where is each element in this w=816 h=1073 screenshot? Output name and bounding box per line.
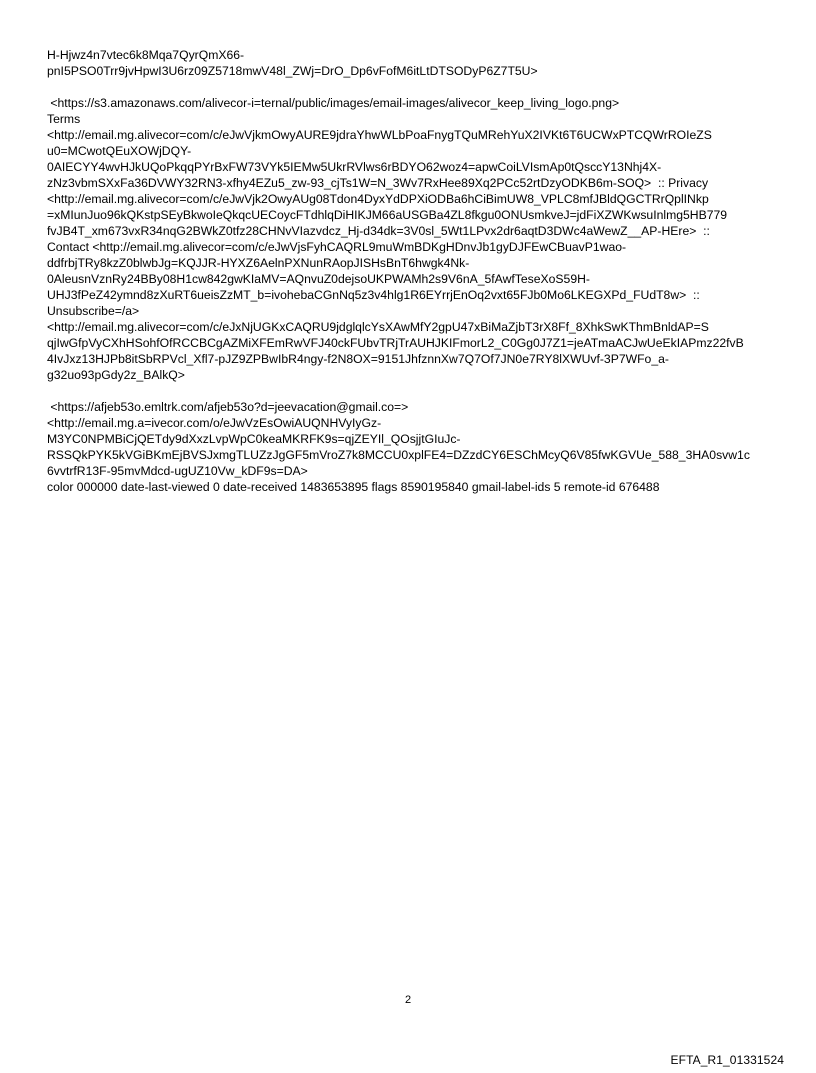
privacy-line: zNz3vbmSXxFa36DVWY32RN3-xfhy4EZu5_zw-93_cjTs1W=N_3Wv7RxHee89Xq2PCc52rtDzyODKB6m-SOQ> :: Privacy xyxy=(47,176,709,190)
text-line: M3YC0NPMBiCjQETdy9dXxzLvpWpC0keaMKRFK9s=qjZEYIl_QOsjjtGIuJc- xyxy=(47,432,461,446)
logo-link-line[interactable]: <https://s3.amazonaws.com/alivecor-i=ternal/public/images/email-images/alivecor_keep_living_logo.png> xyxy=(47,96,620,110)
contact-line: Contact <http://email.mg.alivecor=com/c/eJwVjsFyhCAQRL9muWmBDKgHDnvJb1gyDJFEwCBuavP1wao- xyxy=(47,240,627,254)
text-line: fvJB4T_xm673vxR34nqG2BWkZ0tfz28CHNvVIazvdcz_Hj-d34dk=3V0sl_5Wt1LPvx2dr6aqtD3DWc4aWewZ__AP-HEre> :: xyxy=(47,224,710,238)
text-line: qjIwGfpVyCXhHSohfOfRCCBCgAZMiXFEmRwVFJ40ckFUbvTRjTrAUHJKIFmorL2_C0Gg0J7Z1=jeATmaACJwUeEkIAPmz22fvB xyxy=(47,336,744,350)
text-line: 6vvtrfR13F-95mvMdcd-ugUZ10Vw_kDF9s=DA> xyxy=(47,464,308,478)
email-body-text xyxy=(47,47,779,495)
unsubscribe-line: Unsubscribe=/a> xyxy=(47,304,140,318)
text-line: ddfrbjTRy8kzZ0blwbJg=KQJJR-HYXZ6AelnPXNunRAopJISHsBnT6hwgk4Nk- xyxy=(47,256,470,270)
text-line: <http://email.mg.a=ivecor.com/o/eJwVzEsOwiAUQNHVyIyGz- xyxy=(47,416,382,430)
tracking-pixel-block xyxy=(47,399,779,495)
tracker-link-line: <https://afjeb53o.emltrk.com/afjeb53o?d=jeevacation@gmail.co=> xyxy=(47,400,409,414)
text-line: 0AIECYY4wvHJkUQoPkqqPYrBxFW73VYk5IEMw5UkrRVlws6rBDYO62woz4=apwCoiLVIsmAp0tQsccY13Nhj4X- xyxy=(47,160,662,174)
footer-links-block xyxy=(47,95,779,383)
text-line: RSSQkPYK5kVGiBKmEjBVSJxmgTLUZzJgGF5mVroZ7k8MCCU0xplFE4=DZzdCY6ESChMcyQ6V85fwKGVUe_588_3HA0svw1c xyxy=(47,448,750,462)
text-line: pnI5PSO0Trr9jvHpwI3U6rz09Z5718mwV48l_ZWj=DrO_Dp6vFofM6itLtDTSODyP6Z7T5U> xyxy=(47,64,538,78)
text-line: g32uo93pGdy2z_BAlkQ> xyxy=(47,368,185,382)
tracking-link-fragment xyxy=(47,47,779,79)
document-id-stamp: EFTA_R1_01331524 xyxy=(670,1053,784,1067)
text-line: 0AleusnVznRy24BBy08H1cw842gwKIaMV=AQnvuZ0dejsoUKPWAMh2s9V6nA_5fAwfTeseXoS59H- xyxy=(47,272,590,286)
text-line: UHJ3fPeZ42ymnd8zXuRT6ueisZzMT_b=ivohebaCGnNq5z3v4hlg1R6EYrrjEnOq2vxt65FJb0Mo6LKEGXPd_FUdT8w> :: xyxy=(47,288,700,302)
text-line: <http://email.mg.alivecor=com/c/eJxNjUGKxCAQRU9jdglqlcYsXAwMfY2gpU47xBiMaZjbT3rX8Ff_8XhkSwKThmBnldAP=S xyxy=(47,320,709,334)
metadata-line: color 000000 date-last-viewed 0 date-received 1483653895 flags 8590195840 gmail-label-ids 5 remote-id 676488 xyxy=(47,480,660,494)
page-number: 2 xyxy=(404,994,412,1006)
terms-label: Terms xyxy=(47,112,81,126)
text-line: <http://email.mg.alivecor=com/c/eJwVjk2OwyAUg08Tdon4DyxYdDPXiODBa6hCiBimUW8_VPLC8mfJBldQGCTRrQplINkp xyxy=(47,192,709,206)
text-line: 4IvJxz13HJPb8itSbRPVcl_Xfl7-pJZ9ZPBwIbR4ngy-f2N8OX=9151JhfznnXw7Q7Of7JN0e7RY8lXWUvf-3P7WFo_a- xyxy=(47,352,669,366)
text-line: <http://email.mg.alivecor=com/c/eJwVjkmOwyAURE9jdraYhwWLbPoaFnygTQuMRehYuX2IVKt6T6UCWxPTCQWrROIeZS xyxy=(47,128,712,142)
text-line: u0=MCwotQEuXOWjDQY- xyxy=(47,144,192,158)
text-line: =xMIunJuo96kQKstpSEyBkwoIeQkqcUECoycFTdhlqDiHIKJM66aUSGBa4ZL8fkgu0ONUsmkveJ=jdFiXZWKwsuInlmg5HB779 xyxy=(47,208,728,222)
text-line: H-Hjwz4n7vtec6k8Mqa7QyrQmX66- xyxy=(47,48,245,62)
